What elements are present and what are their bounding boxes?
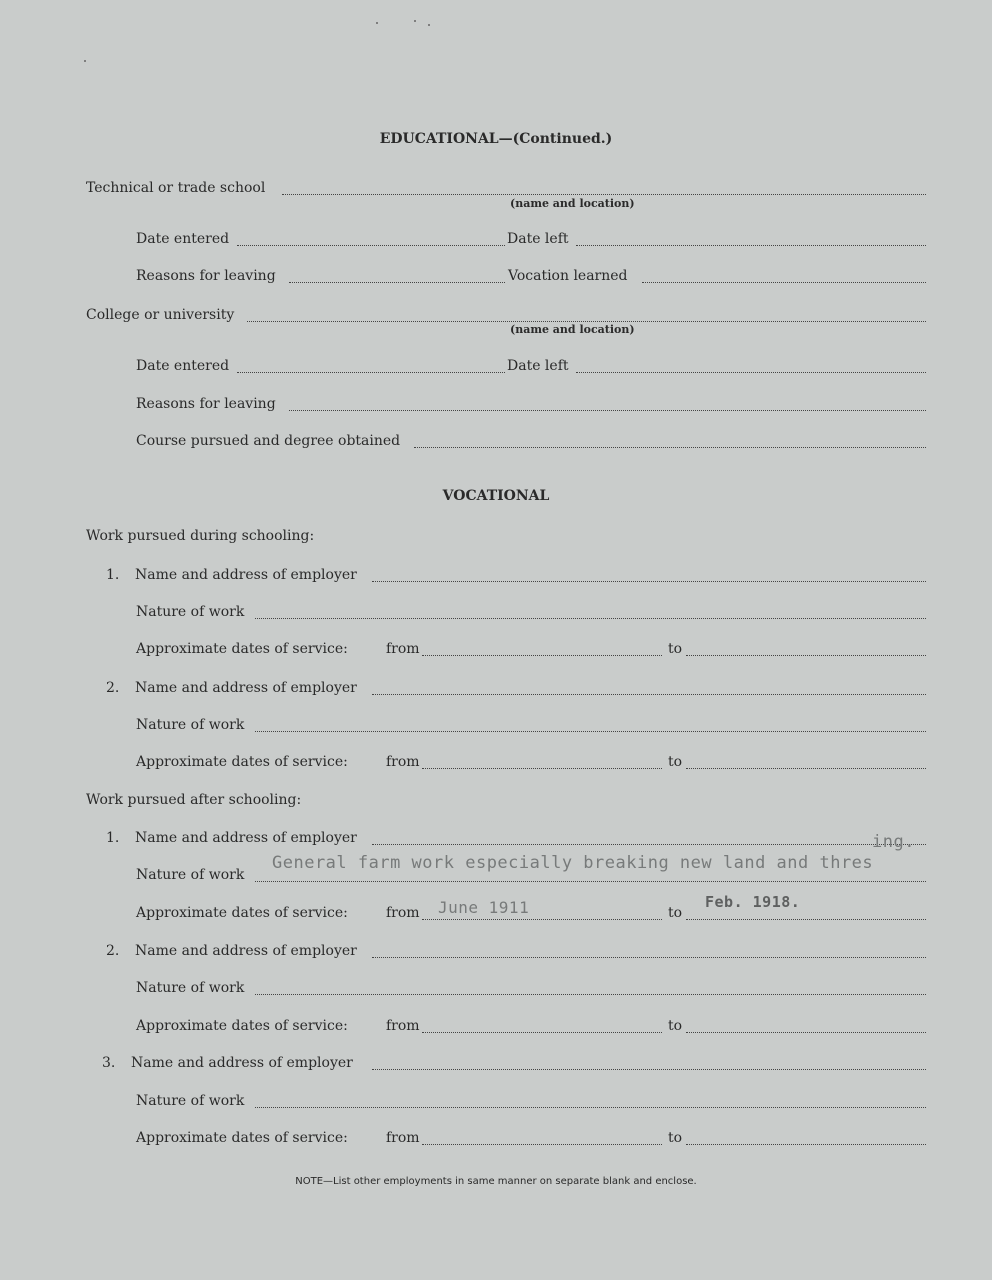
from-field[interactable] [422,1144,662,1145]
name-location-caption: (name and location) [510,323,635,336]
date-entered-label: Date entered [136,231,230,247]
date-left-label: Date left [507,231,569,247]
nature-field[interactable] [255,881,926,882]
reasons-label: Reasons for leaving [136,396,276,412]
college-field[interactable] [247,321,926,322]
item-number: 2. [106,943,120,959]
to-field[interactable] [686,1032,926,1033]
from-field[interactable] [422,655,662,656]
date-entered-label: Date entered [136,358,230,374]
date-entered-row-1 [136,229,926,249]
technical-school-field[interactable] [282,194,926,195]
vocational-heading: VOCATIONAL [442,488,550,504]
reasons-row-1 [136,266,926,286]
employer-overflow-entry: ing. [872,832,915,852]
speck [428,24,430,26]
from-label: from [386,754,420,770]
during-schooling-row [86,526,486,546]
to-field[interactable] [686,919,926,920]
technical-school-label: Technical or trade school [86,180,266,196]
date-left-field[interactable] [576,245,926,246]
to-field[interactable] [686,1144,926,1145]
vocation-learned-field[interactable] [642,282,926,283]
from-field[interactable] [422,1032,662,1033]
reasons-field[interactable] [289,282,505,283]
speck [376,22,378,24]
to-label: to [668,1018,683,1034]
after-dates-row-3 [136,1128,926,1148]
date-entered-row-2 [136,356,926,376]
date-entered-field[interactable] [237,245,505,246]
college-label: College or university [86,307,235,323]
during-employer-row-1 [106,565,926,585]
nature-entry: General farm work especially breaking new land and thres [272,853,874,873]
item-number: 2. [106,680,120,696]
nature-label: Nature of work [136,717,245,733]
from-label: from [386,641,420,657]
after-schooling-label: Work pursued after schooling: [86,792,302,808]
from-label: from [386,1130,420,1146]
nature-label: Nature of work [136,1093,245,1109]
nature-field[interactable] [255,994,926,995]
after-employer-row-2 [106,941,926,961]
employer-field[interactable] [372,1069,926,1070]
nature-field[interactable] [255,731,926,732]
from-label: from [386,1018,420,1034]
during-dates-row-2 [136,752,926,772]
from-field[interactable] [422,768,662,769]
employer-label: Name and address of employer [135,943,357,959]
item-number: 1. [106,830,120,846]
after-nature-row-2 [136,978,926,998]
employer-field[interactable] [372,694,926,695]
item-number: 1. [106,567,120,583]
nature-label: Nature of work [136,604,245,620]
reasons-field[interactable] [289,410,926,411]
to-label: to [668,905,683,921]
after-dates-row-2 [136,1016,926,1036]
after-employer-row-3 [102,1053,926,1073]
employer-field[interactable] [372,957,926,958]
nature-field[interactable] [255,1107,926,1108]
nature-label: Nature of work [136,980,245,996]
to-field[interactable] [686,768,926,769]
educational-heading: EDUCATIONAL—(Continued.) [379,131,613,147]
course-row [136,431,926,451]
employer-label: Name and address of employer [135,830,357,846]
during-nature-row-2 [136,715,926,735]
after-dates-row-1 [136,903,926,923]
employer-field[interactable] [372,844,926,845]
after-employer-row-1 [106,828,926,848]
nature-field[interactable] [255,618,926,619]
date-entered-field[interactable] [237,372,505,373]
during-dates-row-1 [136,639,926,659]
date-left-field[interactable] [576,372,926,373]
nature-label: Nature of work [136,867,245,883]
item-number: 3. [102,1055,116,1071]
employer-field[interactable] [372,581,926,582]
after-nature-row-3 [136,1091,926,1111]
from-field[interactable] [422,919,662,920]
dates-label: Approximate dates of service: [136,905,348,921]
to-field[interactable] [686,655,926,656]
from-label: from [386,905,420,921]
vocation-learned-label: Vocation learned [508,268,628,284]
after-schooling-row [86,790,486,810]
footer-note: NOTE—List other employments in same manner on separate blank and enclose. [295,1176,697,1187]
employer-label: Name and address of employer [131,1055,353,1071]
to-label: to [668,1130,683,1146]
reasons-label: Reasons for leaving [136,268,276,284]
dates-label: Approximate dates of service: [136,1018,348,1034]
reasons-row-2 [136,394,926,414]
employer-label: Name and address of employer [135,567,357,583]
speck [84,60,86,62]
name-location-caption: (name and location) [510,197,635,210]
during-schooling-label: Work pursued during schooling: [86,528,315,544]
from-entry: June 1911 [438,898,530,917]
during-employer-row-2 [106,678,926,698]
to-label: to [668,754,683,770]
technical-school-row [86,178,926,198]
to-entry: Feb. 1918. [705,893,801,911]
date-left-label: Date left [507,358,569,374]
during-nature-row-1 [136,602,926,622]
dates-label: Approximate dates of service: [136,1130,348,1146]
course-field[interactable] [414,447,926,448]
course-label: Course pursued and degree obtained [136,433,401,449]
to-label: to [668,641,683,657]
college-row [86,305,926,325]
employer-label: Name and address of employer [135,680,357,696]
dates-label: Approximate dates of service: [136,754,348,770]
speck [414,20,416,22]
dates-label: Approximate dates of service: [136,641,348,657]
